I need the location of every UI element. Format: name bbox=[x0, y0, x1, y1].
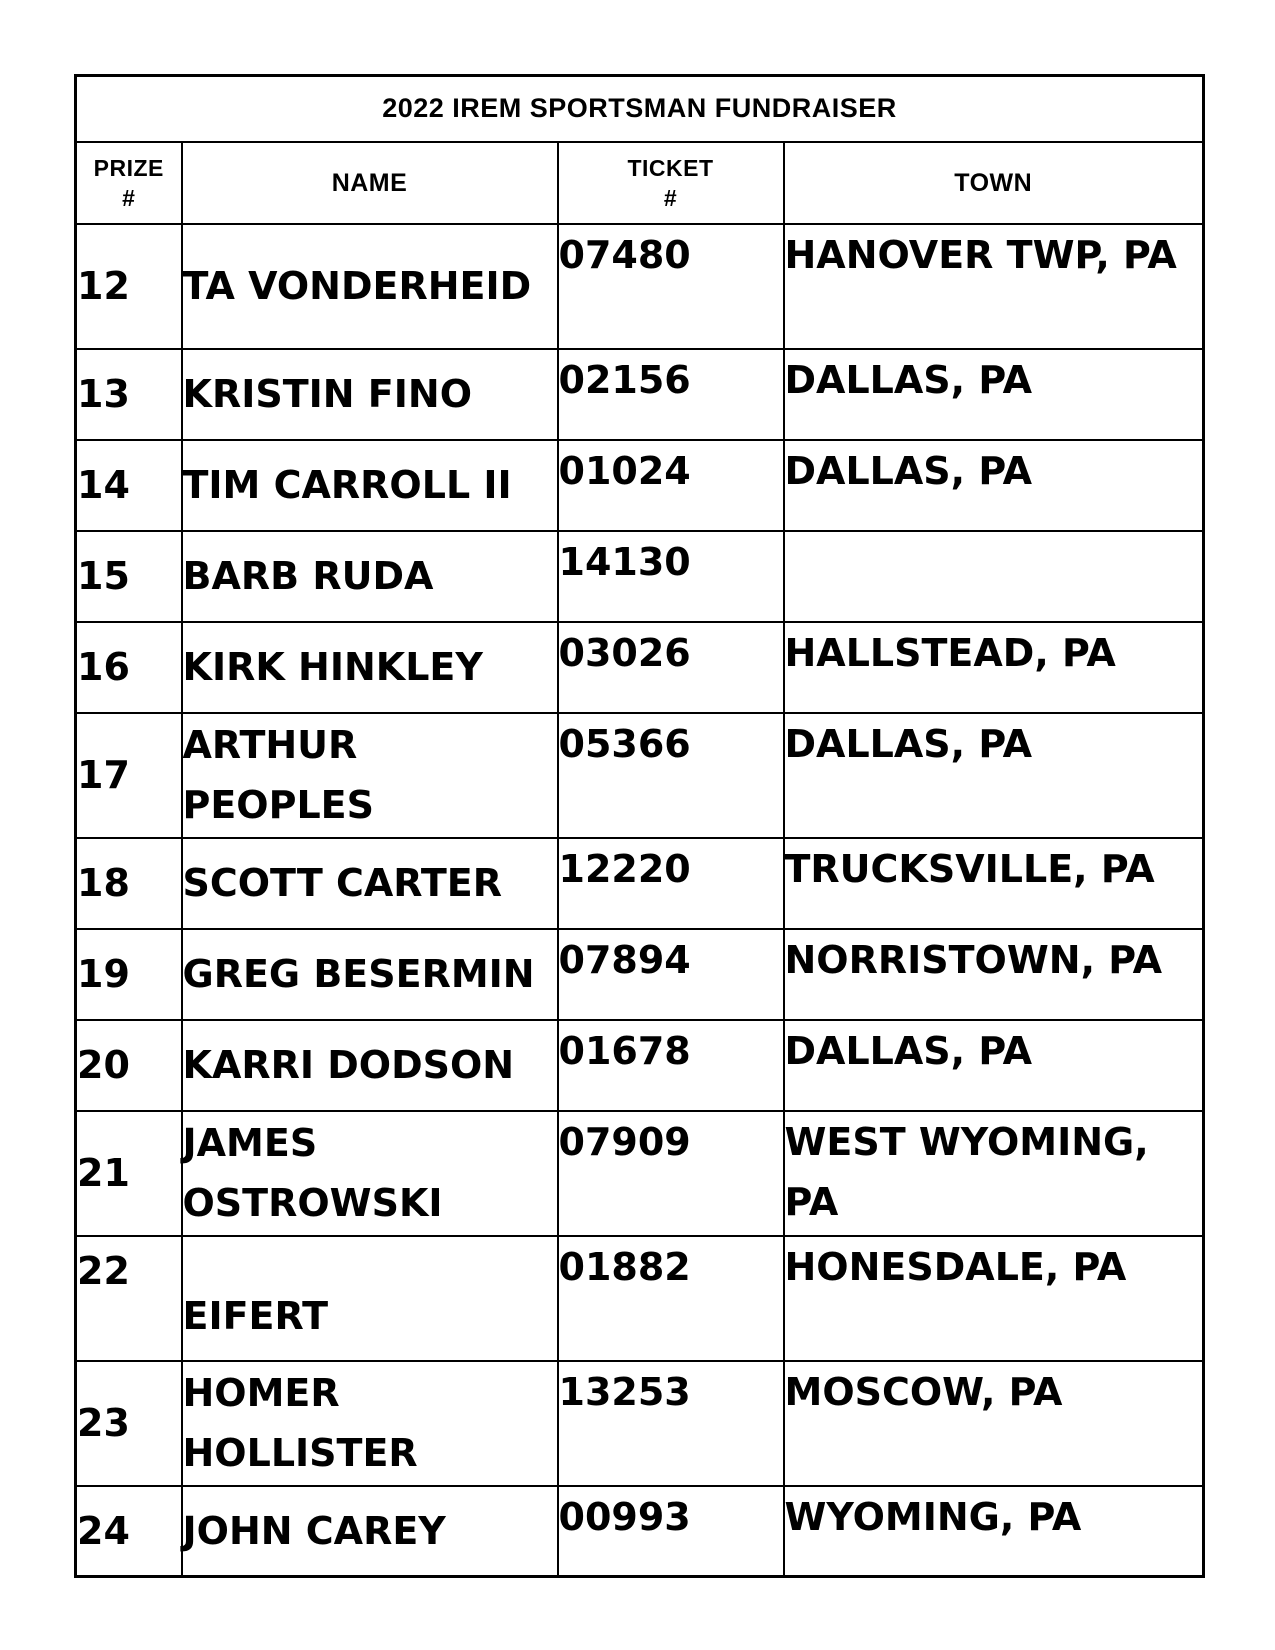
winner-town: DALLAS, PA bbox=[784, 349, 1204, 440]
ticket-number: 01678 bbox=[558, 1020, 784, 1111]
winner-town: MOSCOW, PA bbox=[784, 1361, 1204, 1486]
document-title: 2022 IREM SPORTSMAN FUNDRAISER bbox=[76, 76, 1204, 142]
ticket-number: 05366 bbox=[558, 713, 784, 838]
table-row bbox=[76, 622, 1204, 713]
header-row bbox=[76, 142, 1204, 224]
header-name: NAME bbox=[182, 142, 558, 224]
header-town: TOWN bbox=[784, 142, 1204, 224]
winner-name: GREG BESERMIN bbox=[182, 929, 558, 1020]
prize-number: 22 bbox=[76, 1236, 182, 1361]
winner-name: KARRI DODSON bbox=[182, 1020, 558, 1111]
table-row bbox=[76, 531, 1204, 622]
winner-town: HANOVER TWP, PA bbox=[784, 224, 1204, 349]
ticket-number: 07909 bbox=[558, 1111, 784, 1236]
winner-name: ARTHUR PEOPLES bbox=[182, 713, 558, 838]
table-row bbox=[76, 838, 1204, 929]
table-row bbox=[76, 929, 1204, 1020]
header-prize-line2: # bbox=[122, 184, 136, 211]
winner-name: TIM CARROLL II bbox=[182, 440, 558, 531]
table-row bbox=[76, 713, 1204, 838]
winner-town: HALLSTEAD, PA bbox=[784, 622, 1204, 713]
table-row bbox=[76, 1111, 1204, 1236]
prize-number: 24 bbox=[76, 1486, 182, 1577]
winner-town: WEST WYOMING, PA bbox=[784, 1111, 1204, 1236]
winner-town: TRUCKSVILLE, PA bbox=[784, 838, 1204, 929]
winner-name: BARB RUDA bbox=[182, 531, 558, 622]
prize-number: 15 bbox=[76, 531, 182, 622]
winner-name: TA VONDERHEID bbox=[182, 224, 558, 349]
prize-number: 13 bbox=[76, 349, 182, 440]
prize-number: 14 bbox=[76, 440, 182, 531]
ticket-number: 14130 bbox=[558, 531, 784, 622]
header-prize-line1: PRIZE bbox=[93, 154, 164, 181]
ticket-number: 03026 bbox=[558, 622, 784, 713]
table-row bbox=[76, 1236, 1204, 1361]
table-row bbox=[76, 349, 1204, 440]
winner-town: DALLAS, PA bbox=[784, 1020, 1204, 1111]
winner-town: WYOMING, PA bbox=[784, 1486, 1204, 1577]
table-row bbox=[76, 440, 1204, 531]
prize-number: 21 bbox=[76, 1111, 182, 1236]
header-ticket-line2: # bbox=[663, 184, 678, 211]
winner-town: HONESDALE, PA bbox=[784, 1236, 1204, 1361]
ticket-number: 12220 bbox=[558, 838, 784, 929]
prize-number: 20 bbox=[76, 1020, 182, 1111]
winner-name: JOHN CAREY bbox=[182, 1486, 558, 1577]
prize-number: 12 bbox=[76, 224, 182, 349]
ticket-number: 02156 bbox=[558, 349, 784, 440]
winner-name: KIRK HINKLEY bbox=[182, 622, 558, 713]
ticket-number: 01024 bbox=[558, 440, 784, 531]
prize-number: 23 bbox=[76, 1361, 182, 1486]
ticket-number: 00993 bbox=[558, 1486, 784, 1577]
ticket-number: 13253 bbox=[558, 1361, 784, 1486]
winner-name: JAMES OSTROWSKI bbox=[182, 1111, 558, 1236]
table-row bbox=[76, 1486, 1204, 1577]
winner-town: DALLAS, PA bbox=[784, 713, 1204, 838]
table-row bbox=[76, 1020, 1204, 1111]
prize-number: 19 bbox=[76, 929, 182, 1020]
ticket-number: 01882 bbox=[558, 1236, 784, 1361]
header-ticket bbox=[558, 142, 784, 224]
title-row bbox=[76, 76, 1204, 142]
header-prize bbox=[76, 142, 182, 224]
header-ticket-line1: TICKET bbox=[627, 154, 714, 181]
ticket-number: 07894 bbox=[558, 929, 784, 1020]
winner-name: SCOTT CARTER bbox=[182, 838, 558, 929]
table-row bbox=[76, 224, 1204, 349]
winner-name: HOMER HOLLISTER bbox=[182, 1361, 558, 1486]
winner-name: KRISTIN FINO bbox=[182, 349, 558, 440]
winner-town: DALLAS, PA bbox=[784, 440, 1204, 531]
ticket-number: 07480 bbox=[558, 224, 784, 349]
winner-town bbox=[784, 531, 1204, 622]
prize-number: 18 bbox=[76, 838, 182, 929]
prize-number: 17 bbox=[76, 713, 182, 838]
table-row bbox=[76, 1361, 1204, 1486]
winner-town: NORRISTOWN, PA bbox=[784, 929, 1204, 1020]
winner-name: EIFERT bbox=[182, 1236, 558, 1361]
winners-table bbox=[74, 74, 1205, 1578]
prize-number: 16 bbox=[76, 622, 182, 713]
